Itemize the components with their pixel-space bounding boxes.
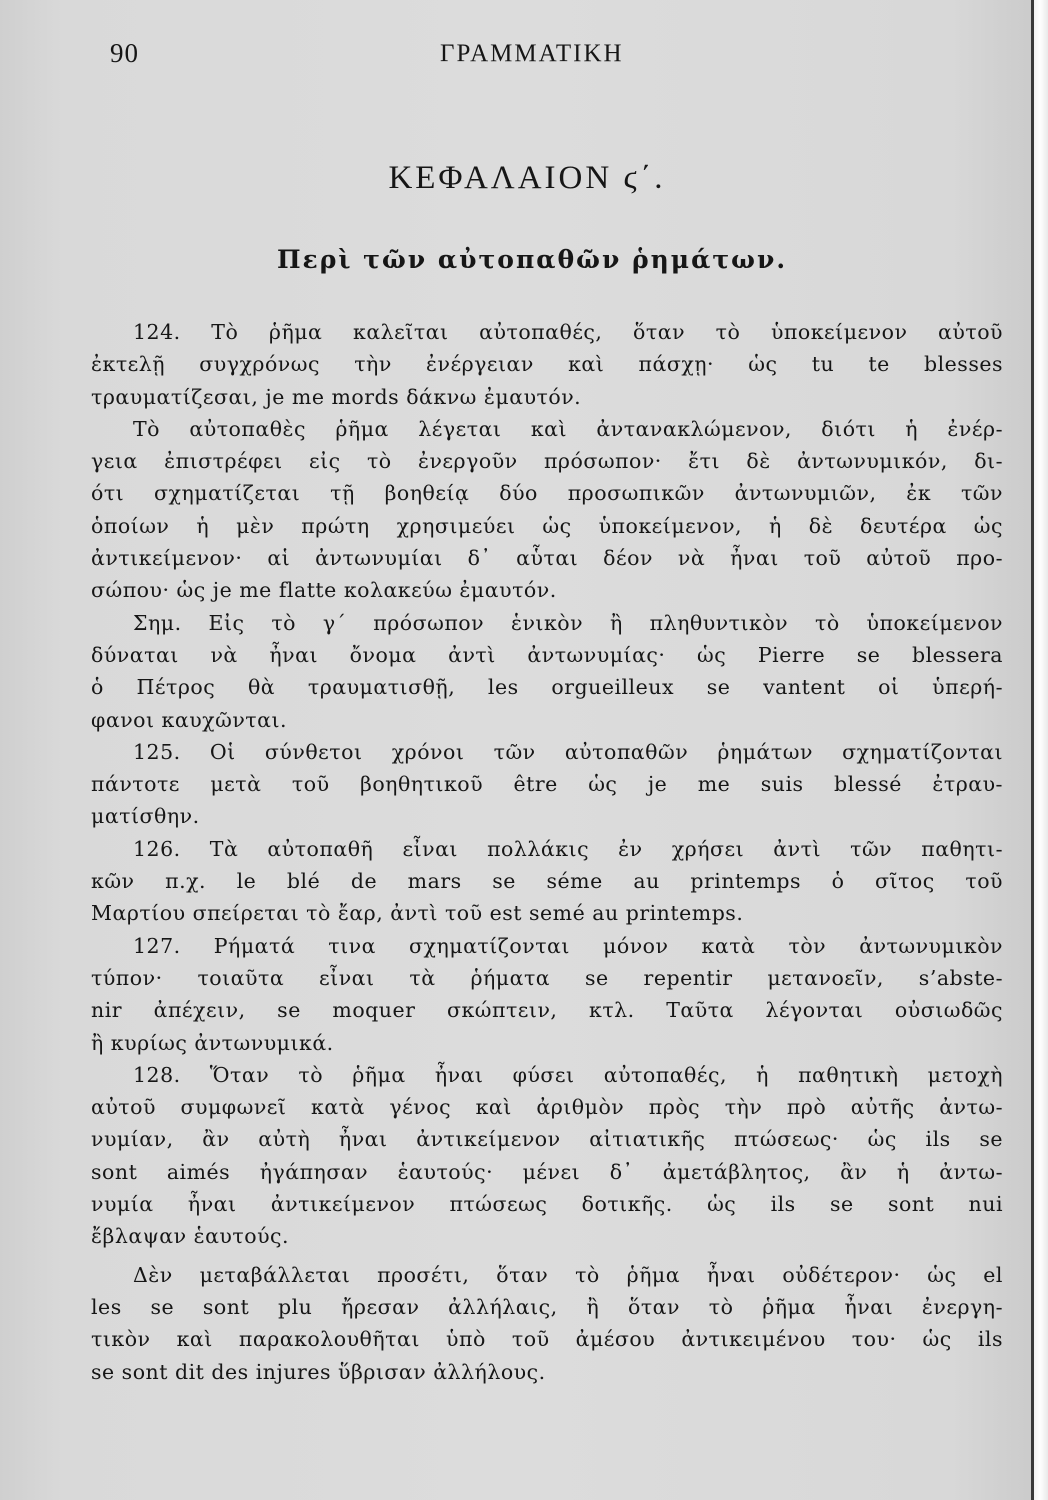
text-line: les se sont plu ἤρεσαν ἀλλήλαις, ἢ ὅταν τὸ ῥῆμα ἦναι ἐνεργη-: [91, 1294, 1003, 1319]
text-line: ὁποίων ἡ μὲν πρώτη χρησιμεύει ὡς ὑποκείμενον, ἡ δὲ δευτέρα ὡς: [91, 513, 1003, 538]
running-title: ΓΡΑΜΜΑΤΙΚΗ: [440, 40, 624, 67]
body-text: [91, 316, 1003, 1388]
text-line: 126. Τὰ αὐτοπαθῆ εἶναι πολλάκις ἐν χρήσει ἀντὶ τῶν παθητι-: [133, 836, 1003, 861]
text-line: δύναται νὰ ἦναι ὄνομα ἀντὶ ἀντωνυμίας· ὡς Pierre se blessera: [91, 642, 1003, 667]
text-line: Δὲν μεταβάλλεται προσέτι, ὅταν τὸ ῥῆμα ἦναι οὐδέτερον· ὡς el: [133, 1262, 1003, 1287]
text-line: ματίσθην.: [91, 804, 200, 829]
text-line: ἔβλαψαν ἑαυτούς.: [91, 1224, 290, 1249]
text-line: νυμίαν, ἂν αὐτὴ ἦναι ἀντικείμενον αἰτιατικῆς πτώσεως· ὡς ils se: [91, 1127, 1003, 1152]
text-line: 128. Ὅταν τὸ ῥῆμα ἦναι φύσει αὐτοπαθές, ἡ παθητικὴ μετοχὴ: [133, 1062, 1003, 1087]
text-line: γεια ἐπιστρέφει εἰς τὸ ἐνεργοῦν πρόσωπον· ἔτι δὲ ἀντωνυμικόν, δι-: [91, 449, 1003, 474]
text-line: ἐκτελῇ συγχρόνως τὴν ἐνέργειαν καὶ πάσχῃ· ὡς tu te blesses: [91, 352, 1003, 377]
text-line: φανοι καυχῶνται.: [91, 707, 288, 732]
text-line: ἀντικείμενον· αἱ ἀντωνυμίαι δ᾽ αὗται δέον νὰ ἦναι τοῦ αὐτοῦ προ-: [91, 546, 1003, 571]
text-line: Μαρτίου σπείρεται τὸ ἔαρ, ἀντὶ τοῦ est semé au printemps.: [91, 901, 744, 926]
page-number: 90: [110, 38, 139, 68]
text-line: τικὸν καὶ παρακολουθῆται ὑπὸ τοῦ ἀμέσου ἀντικειμένου του· ὡς ils: [91, 1327, 1003, 1352]
text-line: ὁ Πέτρος θὰ τραυματισθῇ, les orgueilleux se vantent οἱ ὑπερή-: [91, 675, 1003, 700]
text-line: nir ἀπέχειν, se moquer σκώπτειν, κτλ. Ταῦτα λέγονται οὐσιωδῶς: [91, 998, 1003, 1023]
text-line: αὐτοῦ συμφωνεῖ κατὰ γένος καὶ ἀριθμὸν πρὸς τὴν πρὸ αὐτῆς ἀντω-: [91, 1095, 1003, 1120]
text-line: 124. Τὸ ῥῆμα καλεῖται αὐτοπαθές, ὅταν τὸ ὑποκείμενον αὐτοῦ: [133, 320, 1003, 344]
text-line: ότι σχηματίζεται τῇ βοηθείᾳ δύο προσωπικῶν ἀντωνυμιῶν, ἐκ τῶν: [91, 481, 1003, 506]
text-line: πάντοτε μετὰ τοῦ βοηθητικοῦ être ὡς je me suis blessé ἐτραυ-: [91, 772, 1003, 797]
section-title: Περὶ τῶν αὐτοπαθῶν ῥημάτων.: [276, 245, 788, 274]
text-line: νυμία ἦναι ἀντικείμενον πτώσεως δοτικῆς. ὡς ils se sont nui: [91, 1192, 1003, 1217]
text-line: sont aimés ἠγάπησαν ἑαυτούς· μένει δ᾽ ἀμετάβλητος, ἂν ἡ ἀντω-: [91, 1159, 1003, 1184]
text-line: Τὸ αὐτοπαθὲς ῥῆμα λέγεται καὶ ἀντανακλώμενον, διότι ἡ ἐνέρ-: [133, 416, 1003, 441]
text-line: Σημ. Εἰς τὸ γ΄ πρόσωπον ἑνικὸν ἢ πληθυντικὸν τὸ ὑποκείμενον: [133, 610, 1003, 635]
text-line: 125. Οἱ σύνθετοι χρόνοι τῶν αὐτοπαθῶν ῥημάτων σχηματίζονται: [133, 739, 1003, 764]
text-line: τραυματίζεσαι, je me mords δάκνω ἐμαυτόν.: [91, 384, 582, 409]
chapter-title: ΚΕΦΑΛΑΙΟΝ ϛ΄.: [388, 160, 666, 196]
text-line: κῶν π.χ. le blé de mars se séme au printemps ὁ σῖτος τοῦ: [91, 869, 1003, 894]
page-edge: [1034, 0, 1048, 1500]
text-line: ἢ κυρίως ἀντωνυμικά.: [91, 1030, 334, 1055]
text-line: 127. Ρήματά τινα σχηματίζονται μόνον κατὰ τὸν ἀντωνυμικὸν: [133, 933, 1003, 958]
text-line: σώπου· ὡς je me flatte κολακεύω ἐμαυτόν.: [91, 578, 557, 603]
text-line: τύπον· τοιαῦτα εἶναι τὰ ῥήματα se repentir μετανοεῖν, s’abste-: [91, 965, 1003, 990]
text-line: se sont dit des injures ὕβρισαν ἀλλήλους.: [91, 1359, 546, 1384]
